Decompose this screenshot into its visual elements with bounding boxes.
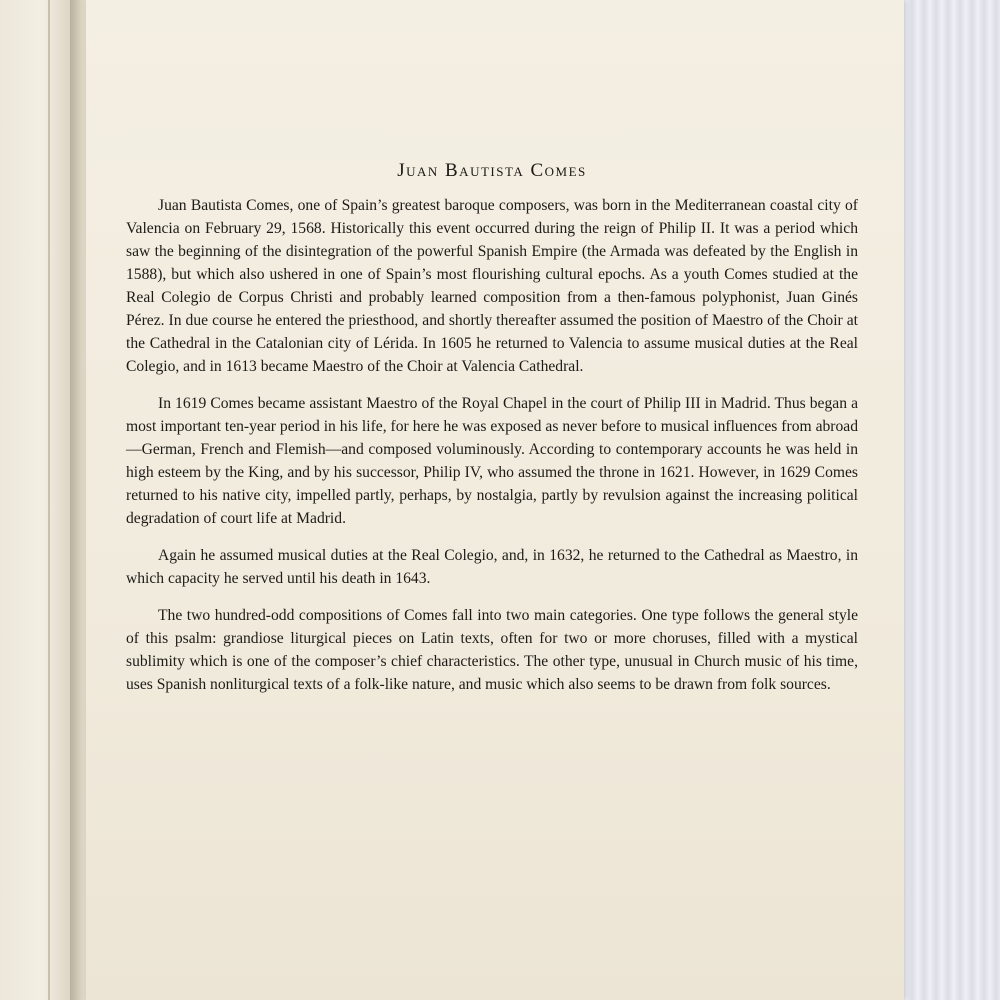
page-content xyxy=(126,160,858,710)
paragraph-3: Again he assumed musical duties at the Real Colegio, and, in 1632, he returned to the Cathedral as Maestro, in which capacity he served until his death in 1643. xyxy=(126,547,858,587)
left-page-edge xyxy=(0,0,70,1000)
paragraph-2: In 1619 Comes became assistant Maestro of the Royal Chapel in the court of Philip III in Madrid. Thus began a most important ten-year period in his life, for here he was exposed as never before to musical influences from abroad—German, French and Flemish—and composed voluminously. According to contemporary accounts he was held in high esteem by the King, and by his successor, Philip IV, who assumed the throne in 1621. However, in 1629 Comes returned to his native city, impelled partly, perhaps, by nostalgia, partly by revulsion against the increasing political degradation of court life at Madrid. xyxy=(126,395,858,527)
page-title: Juan Bautista Comes xyxy=(397,160,587,181)
page-edge-line xyxy=(48,0,50,1000)
paragraph-1: Juan Bautista Comes, one of Spain’s greatest baroque composers, was born in the Mediterranean coastal city of Valencia on February 29, 1568. Historically this event occurred during the reign of Philip II. It was a period which saw the beginning of the disintegration of the powerful Spanish Empire (the Armada was defeated by the English in 1588), but which also ushered in one of Spain’s most flourishing cultural epochs. As a youth Comes studied at the Real Colegio de Corpus Christi and probably learned composition from a then-famous polyphonist, Juan Ginés Pérez. In due course he entered the priesthood, and shortly thereafter assumed the position of Maestro of the Choir at the Cathedral in the Catalonian city of Lérida. In 1605 he returned to Valencia to assume musical duties at the Real Colegio, and in 1613 became Maestro of the Choir at Valencia Cathedral. xyxy=(126,197,858,375)
paragraph-4: The two hundred-odd compositions of Comes fall into two main categories. One type follows the general style of this psalm: grandiose liturgical pieces on Latin texts, often for two or more choruses, filled with a mystical sublimity which is one of the composer’s chief characteristics. The other type, unusual in Church music of his time, uses Spanish nonliturgical texts of a folk-like nature, and music which also seems to be drawn from folk sources. xyxy=(126,607,858,693)
book-page xyxy=(86,0,904,1000)
